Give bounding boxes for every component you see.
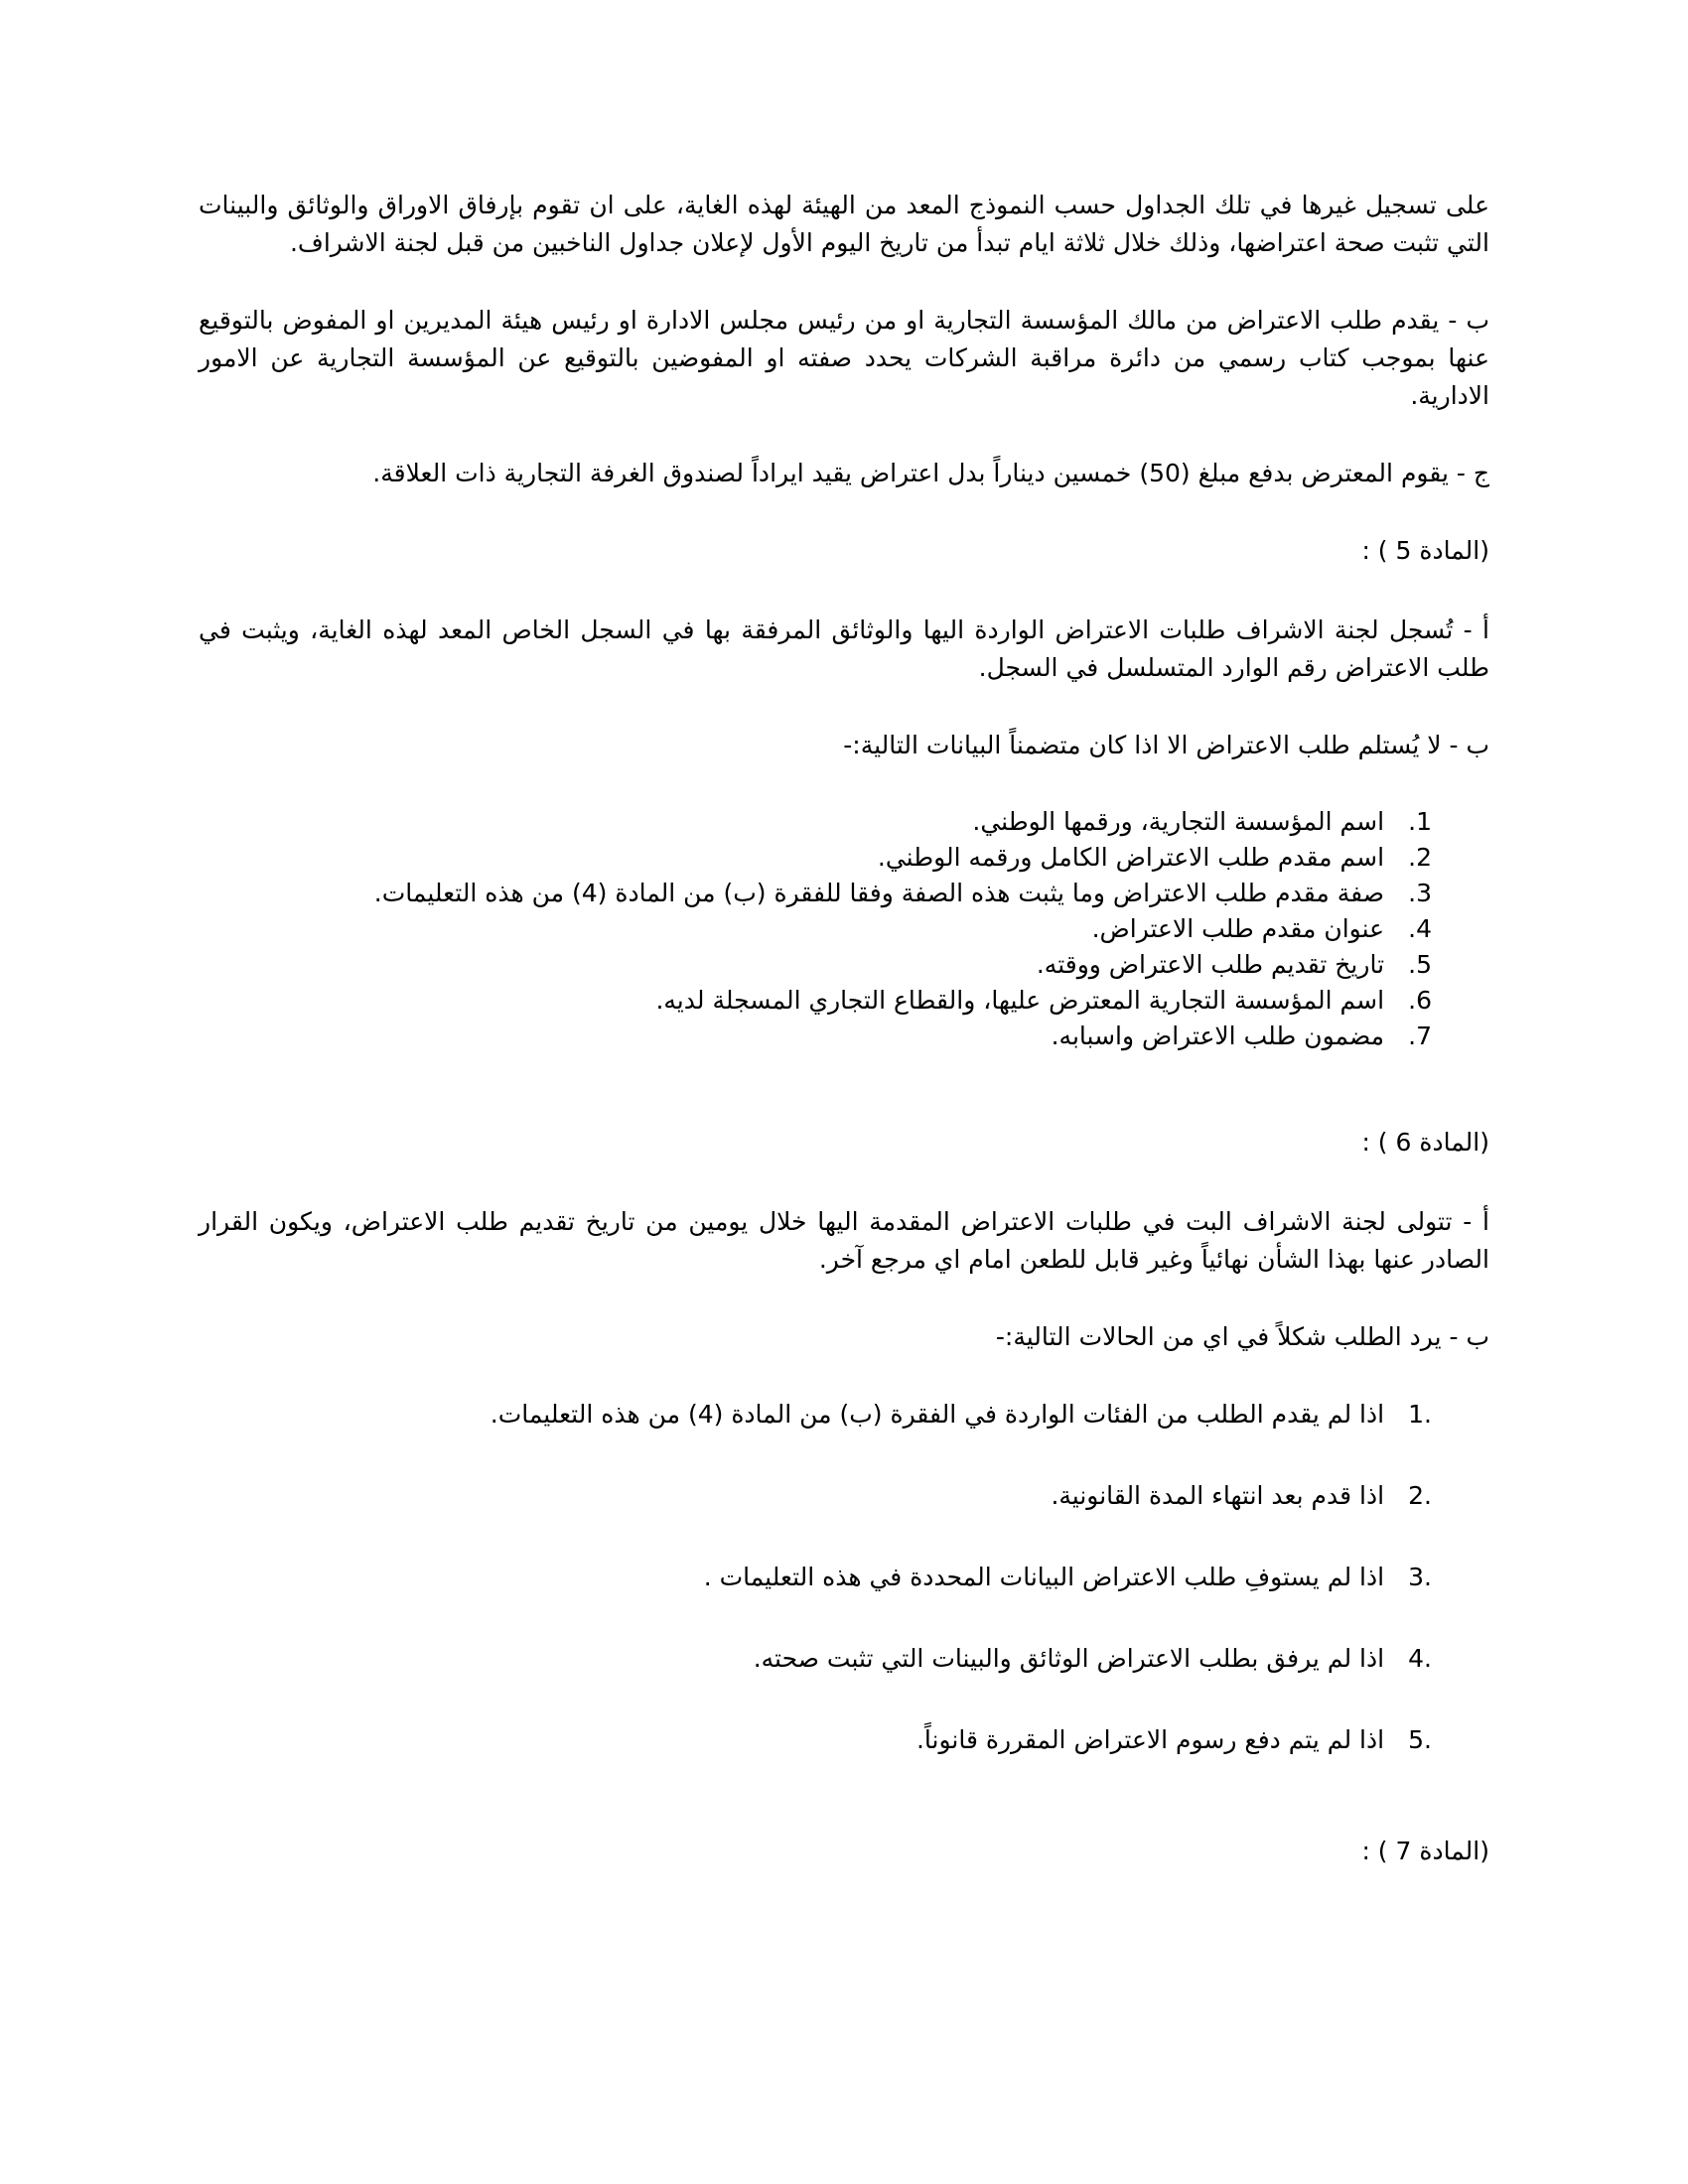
- list-item: .2 اذا قدم بعد انتهاء المدة القانونية.: [1051, 1481, 1432, 1510]
- list-item: 1. اسم المؤسسة التجارية، ورقمها الوطني.: [972, 807, 1432, 836]
- list-item: 7. مضمون طلب الاعتراض واسبابه.: [1051, 1022, 1432, 1050]
- list-item: .5 اذا لم يتم دفع رسوم الاعتراض المقررة قانوناً.: [915, 1725, 1432, 1754]
- document-page: [199, 187, 1489, 1912]
- list-item: 2. اسم مقدم طلب الاعتراض الكامل ورقمه الوطني.: [877, 843, 1432, 872]
- list-item: 6. اسم المؤسسة التجارية المعترض عليها، والقطاع التجاري المسجلة لديه.: [655, 986, 1432, 1015]
- article4-paragraph-c: ج - يقوم المعترض بدفع مبلغ (50) خمسين ديناراً بدل اعتراض يقيد ايراداً لصندوق الغرفة التجارية ذات العلاقة.: [372, 459, 1489, 487]
- article6-paragraph-b: ب - يرد الطلب شكلاً في اي من الحالات التالية:-: [995, 1322, 1489, 1351]
- list-item: .3 اذا لم يستوفِ طلب الاعتراض البيانات المحددة في هذه التعليمات .: [703, 1563, 1432, 1591]
- article6-rejection-cases-list: [199, 1396, 1489, 1759]
- article6-paragraph-a: أ - تتولى لجنة الاشراف البت في طلبات الاعتراض المقدمة اليها خلال يومين من تاريخ تقديم طلب الاعتراض، ويكون القرار الصادر عنها بهذا الشأن نهائياً وغير قابل للطعن امام اي مرجع آخر.: [199, 1207, 1489, 1274]
- list-item: 3. صفة مقدم طلب الاعتراض وما يثبت هذه الصفة وفقا للفقرة (ب) من المادة (4) من هذه التعليمات.: [373, 879, 1432, 907]
- list-item: 5. تاريخ تقديم طلب الاعتراض ووقته.: [1036, 950, 1432, 979]
- list-item: .4 اذا لم يرفق بطلب الاعتراض الوثائق والبينات التي تثبت صحته.: [753, 1644, 1432, 1673]
- article5-paragraph-a: أ - تُسجل لجنة الاشراف طلبات الاعتراض الواردة اليها والوثائق المرفقة بها في السجل الخاص المعد لهذه الغاية، ويثبت في طلب الاعتراض رقم الوارد المتسلسل في السجل.: [199, 615, 1489, 682]
- list-item: 4. عنوان مقدم طلب الاعتراض.: [1091, 914, 1432, 943]
- article7-heading: (المادة 7 ) :: [1361, 1837, 1489, 1865]
- spacer: [199, 1803, 1489, 1833]
- article4-paragraph-b: ب - يقدم طلب الاعتراض من مالك المؤسسة التجارية او من رئيس مجلس الادارة او رئيس هيئة المديرين او المفوض بالتوقيع عنها بموجب كتاب رسمي من دائرة مراقبة الشركات يحدد صفته او المفوضين بالتوقيع عن المؤسسة التجارية عن الامور الادارية.: [199, 306, 1489, 410]
- article5-paragraph-b: ب - لا يُستلم طلب الاعتراض الا اذا كان متضمناً البيانات التالية:-: [843, 731, 1489, 759]
- article5-requirements-list: [199, 804, 1489, 1054]
- list-item: .1 اذا لم يقدم الطلب من الفئات الواردة في الفقرة (ب) من المادة (4) من هذه التعليمات.: [490, 1400, 1432, 1429]
- spacer: [199, 1094, 1489, 1124]
- continuation-paragraph: على تسجيل غيرها في تلك الجداول حسب النموذج المعد من الهيئة لهذه الغاية، على ان تقوم بإرفاق الاوراق والوثائق والبينات التي تثبت صحة اعتراضها، وذلك خلال ثلاثة ايام تبدأ من تاريخ اليوم الأول لإعلان جداول الناخبين من قبل لجنة الاشراف.: [199, 191, 1489, 257]
- article6-heading: (المادة 6 ) :: [1361, 1128, 1489, 1157]
- article5-heading: (المادة 5 ) :: [1361, 536, 1489, 565]
